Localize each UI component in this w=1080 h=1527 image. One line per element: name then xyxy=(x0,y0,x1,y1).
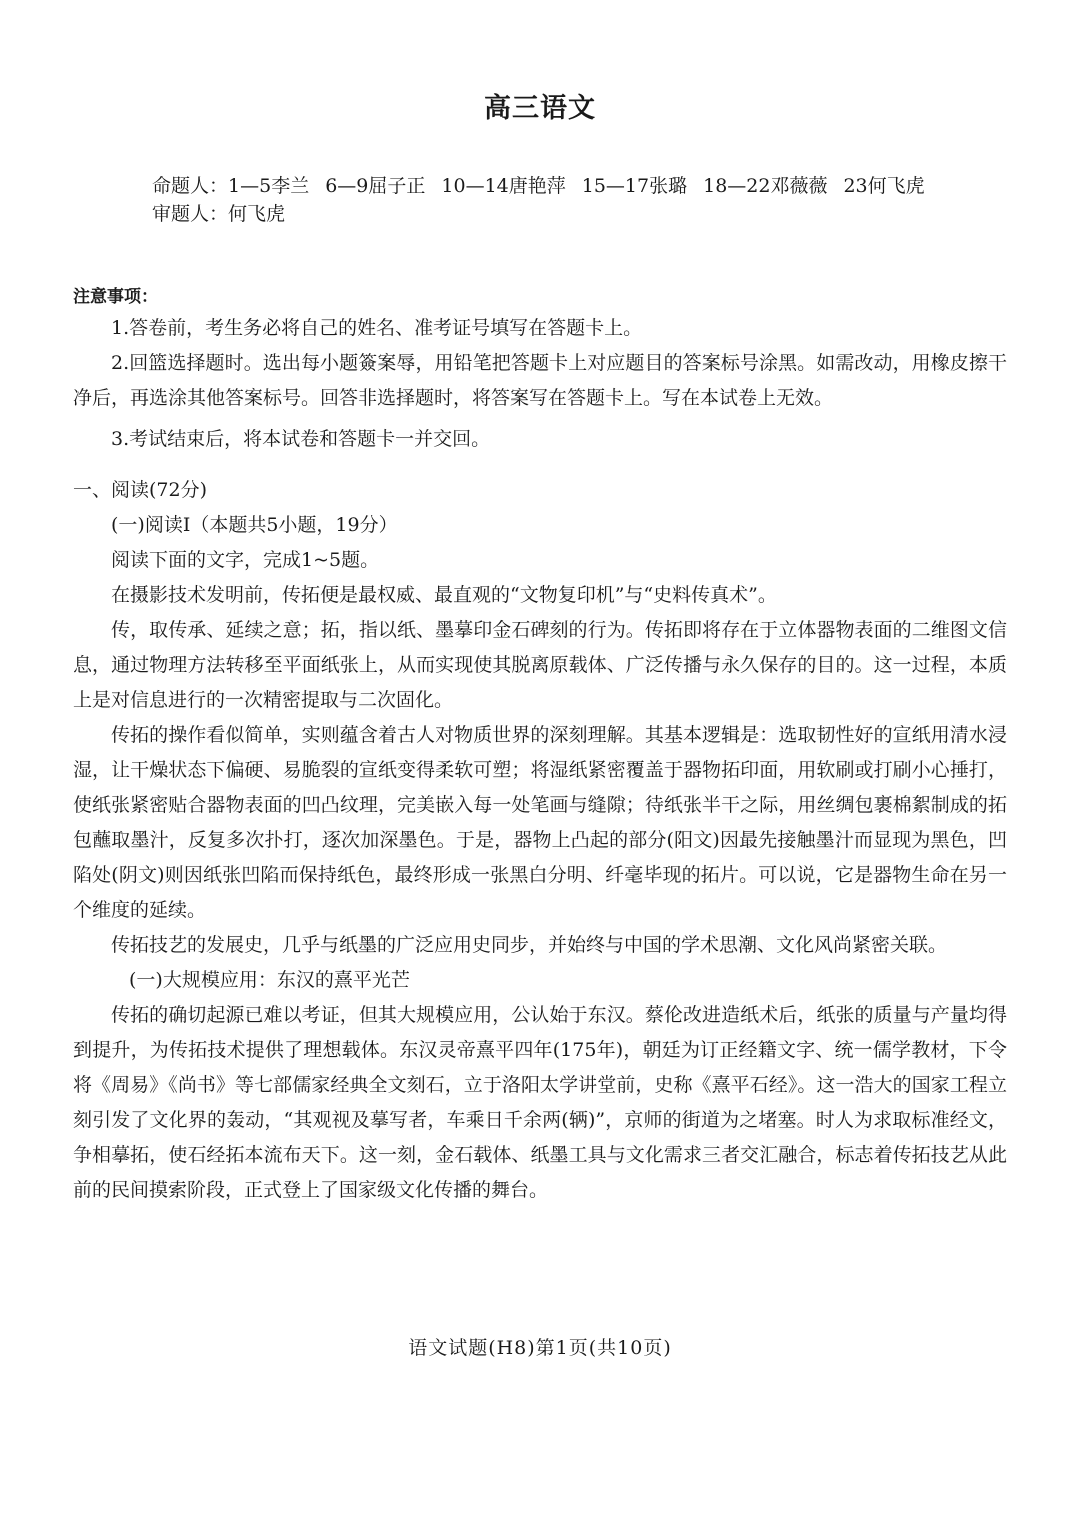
author-entry: 6—9屈子正 xyxy=(325,175,426,197)
author-entry: 23何飞虎 xyxy=(843,175,925,197)
author-entry: 10—14唐艳萍 xyxy=(441,175,566,197)
author-entry: 18—22邓薇薇 xyxy=(703,175,828,197)
article-paragraph: 传，取传承、延续之意；拓，指以纸、墨摹印金石碑刻的行为。传拓即将存在于立体器物表面的二维图文信息，通过物理方法转移至平面纸张上，从而实现使其脱离原载体、广泛传播与永久保存的目的。这一过程，本质上是对信息进行的一次精密提取与二次固化。 xyxy=(73,619,1007,711)
article-subheading: (一)大规模应用：东汉的熹平光芒 xyxy=(129,969,410,991)
notice-item: 3.考试结束后，将本试卷和答题卡一并交回。 xyxy=(111,428,491,450)
author-block xyxy=(152,172,1012,228)
reading-instruction: 阅读下面的文字，完成1~5题。 xyxy=(111,549,380,571)
article-paragraph: 传拓的确切起源已难以考证，但其大规模应用，公认始于东汉。蔡伦改进造纸术后，纸张的质量与产量均得到提升，为传拓技术提供了理想载体。东汉灵帝熹平四年(175年)，朝廷为订正经籍文字、统一儒学教材，下令将《周易》《尚书》等七部儒家经典全文刻石，立于洛阳太学讲堂前，史称《熹平石经》。这一浩大的国家工程立刻引发了文化界的轰动，“其观视及摹写者，车乘日千余两(辆)”，京师的街道为之堵塞。时人为求取标准经文，争相摹拓，使石经拓本流布天下。这一刻，金石载体、纸墨工具与文化需求三者交汇融合，标志着传拓技艺从此前的民间摸索阶段，正式登上了国家级文化传播的舞台。 xyxy=(73,1004,1007,1201)
authors-line xyxy=(152,172,1012,200)
notice-item: 2.回篮选择题时。选出每小题簽案辱，用铅笔把答题卡上对应题目的答案标号涂黑。如需改动，用橡皮擦干净后，再选涂其他答案标号。回答非选择题时，将答案写在答题卡上。写在本试卷上无效。 xyxy=(73,352,1007,409)
author-entry: 15—17张璐 xyxy=(581,175,688,197)
article-paragraph: 在摄影技术发明前，传拓便是最权威、最直观的“文物复印机”与“史料传真术”。 xyxy=(111,584,777,606)
authors-label: 命题人： xyxy=(152,175,229,197)
author-entry: 1—5李兰 xyxy=(228,175,310,197)
reviewer-name: 何飞虎 xyxy=(228,203,286,225)
article-paragraph: 传拓技艺的发展史，几乎与纸墨的广泛应用史同步，并始终与中国的学术思潮、文化风尚紧密关联。 xyxy=(111,934,948,956)
main-content xyxy=(73,283,1007,1208)
reviewer-line xyxy=(152,200,1012,228)
reviewer-label: 审题人： xyxy=(152,203,229,225)
section-heading: 一、阅读(72分) xyxy=(73,479,208,501)
notice-item: 1.答卷前，考生务必将自己的姓名、准考证号填写在答题卡上。 xyxy=(111,317,643,339)
article-paragraph: 传拓的操作看似简单，实则蕴含着古人对物质世界的深刻理解。其基本逻辑是：选取韧性好的宣纸用清水浸湿，让干燥状态下偏硬、易脆裂的宣纸变得柔软可塑；将湿纸紧密覆盖于器物拓印面，用软刷或打刷小心捶打，使纸张紧密贴合器物表面的凹凸纹理，完美嵌入每一处笔画与缝隙；待纸张半干之际，用丝绸包裹棉絮制成的拓包蘸取墨汁，反复多次扑打，逐次加深墨色。于是，器物上凸起的部分(阳文)因最先接触墨汁而显现为黑色，凹陷处(阴文)则因纸张凹陷而保持纸色，最终形成一张黑白分明、纤毫毕现的拓片。可以说，它是器物生命在另一个维度的延续。 xyxy=(73,724,1007,921)
sub-section-heading: (一)阅读I（本题共5小题，19分） xyxy=(111,514,398,536)
notice-heading: 注意事项： xyxy=(73,287,158,307)
page-footer: 语文试题(H8)第1页(共10页) xyxy=(408,1337,672,1359)
page-title: 高三语文 xyxy=(484,93,596,124)
